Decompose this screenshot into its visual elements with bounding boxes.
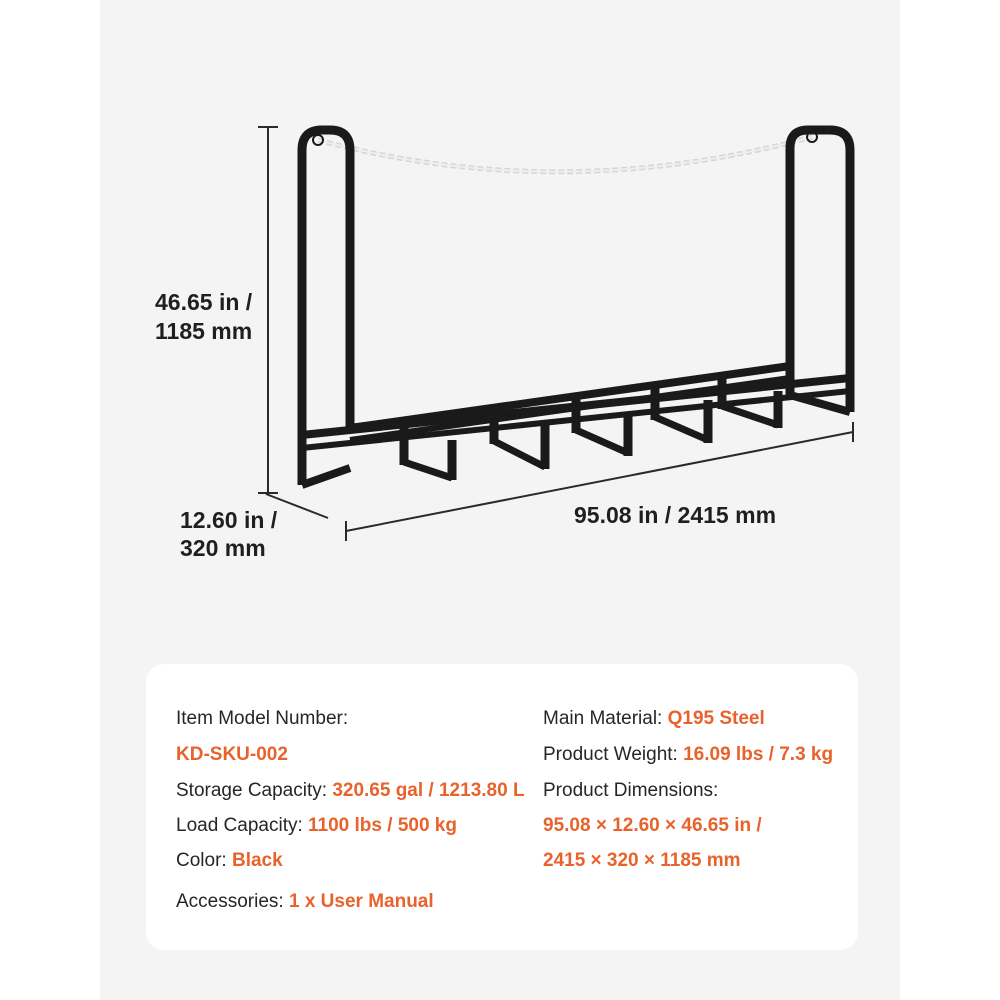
material-spec (543, 706, 765, 732)
dims-value-line2-text: 2415 × 320 × 1185 mm (543, 850, 741, 871)
color-value: Black (231, 850, 283, 871)
accessories-label: Accessories: (176, 891, 289, 912)
dims-label: Product Dimensions: (543, 780, 719, 801)
weight-spec (543, 742, 833, 768)
material-label: Main Material: (543, 708, 668, 729)
storage-value: 320.65 gal / 1213.80 L (332, 780, 525, 801)
accessories-value: 1 x User Manual (288, 891, 434, 912)
load-value: 1100 lbs / 500 kg (308, 815, 457, 836)
load-label: Load Capacity: (176, 815, 309, 836)
height-label-line1: 46.65 in / (155, 289, 253, 315)
depth-label-line2: 320 mm (180, 535, 266, 561)
model-label: Item Model Number: (176, 708, 349, 729)
width-label: 95.08 in / 2415 mm (574, 502, 777, 528)
model-value (176, 742, 288, 768)
depth-label-line1: 12.60 in / (180, 507, 278, 533)
accessories-spec (176, 889, 434, 915)
dims-value-line1-text: 95.08 × 12.60 × 46.65 in / (543, 815, 762, 836)
load-capacity (176, 813, 457, 839)
color-spec (176, 848, 283, 874)
model-value-text: KD-SKU-002 (176, 744, 288, 765)
rack-frame (302, 130, 850, 485)
dims-value-line2 (543, 848, 741, 874)
color-label: Color: (176, 850, 232, 871)
storage-capacity (176, 778, 525, 804)
storage-label: Storage Capacity: (176, 780, 333, 801)
height-label-line2: 1185 mm (155, 318, 253, 344)
dims-value-line1 (543, 813, 762, 839)
weight-value: 16.09 lbs / 7.3 kg (683, 744, 834, 765)
weight-label: Product Weight: (543, 744, 684, 765)
material-value: Q195 Steel (667, 708, 765, 729)
